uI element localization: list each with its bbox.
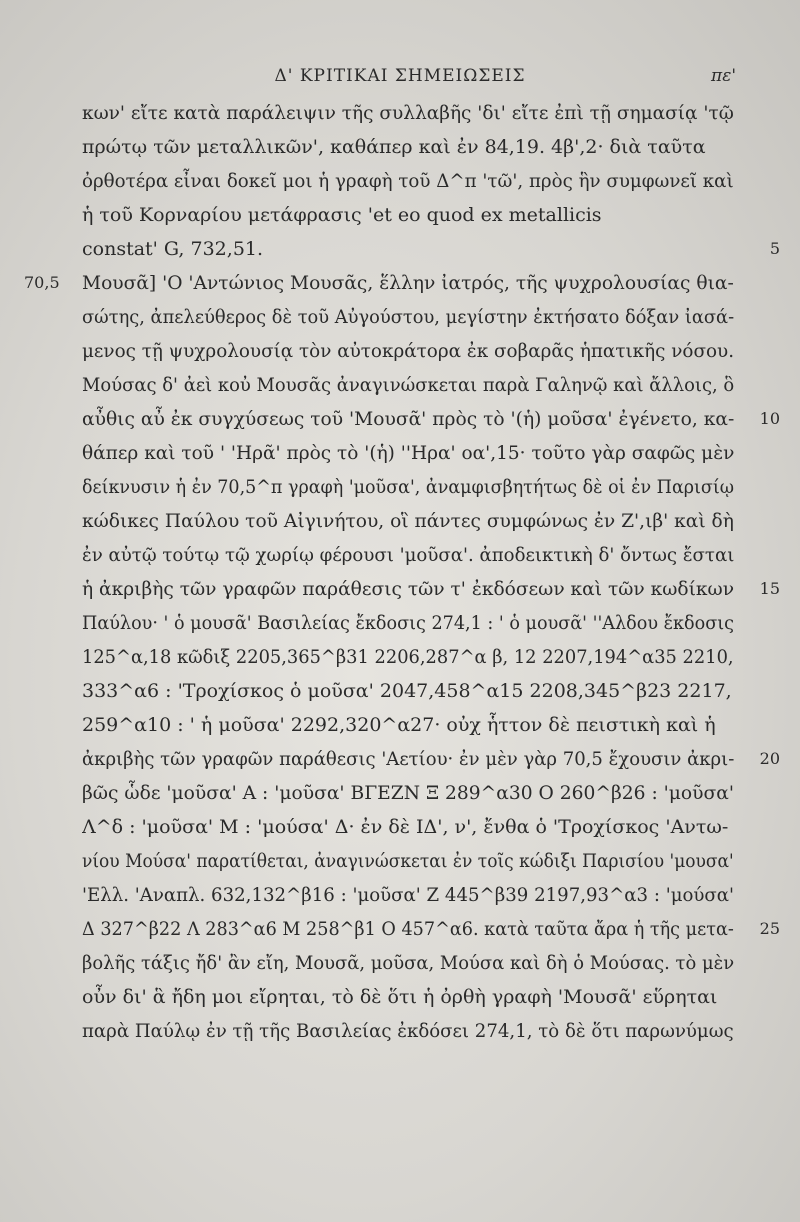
text-line-25 xyxy=(82,912,734,946)
text-line-12-content: δείκνυσιν ἡ ἐν 70,5^π γραφὴ 'μοῦσα', ἀναμφισβητήτως δὲ οἱ ἐν Παρισίῳ xyxy=(82,476,734,498)
text-line-9-content: Μούσας δ' ἀεὶ κοὐ Μουσᾶς ἀναγινώσκεται παρὰ Γαληνῷ καὶ ἄλλοις, ὃ xyxy=(82,374,734,396)
header-title: Δ' ΚΡΙΤΙΚΑΙ ΣΗΜΕΙΩΣΕΙΣ xyxy=(274,66,526,86)
text-line-3-content: ὀρθοτέρα εἶναι δοκεῖ μοι ἡ γραφὴ τοῦ Δ^π 'τῶ', πρὸς ἣν συμφωνεῖ καὶ xyxy=(82,170,734,192)
text-line-1 xyxy=(82,96,734,130)
text-line-27-content: οὖν δι' ἃ ἤδη μοι εἴρηται, τὸ δὲ ὅτι ἡ ὀρθὴ γραφὴ 'Μουσᾶ' εὕρηται xyxy=(82,986,718,1008)
text-line-10-content: αὖθις αὖ ἐκ συγχύσεως τοῦ 'Μουσᾶ' πρὸς τὸ '(ἡ) μοῦσα' ἐγένετο, κα- xyxy=(82,408,734,430)
text-line-23-content: νίου Μούσα' παρατίθεται, ἀναγινώσκεται ἐν τοῖς κώδιξι Παρισίου 'μουσα' xyxy=(82,850,734,872)
line-number-25: 25 xyxy=(759,919,780,938)
line-number-10: 10 xyxy=(759,409,780,428)
text-line-16 xyxy=(82,606,734,640)
text-line-6-content: Μουσᾶ] 'Ο 'Αντώνιος Μουσᾶς, ἕλλην ἰατρός, τῆς ψυχρολουσίας θια- xyxy=(82,272,734,294)
text-line-25-content: Δ 327^β22 Λ 283^α6 Μ 258^β1 Ο 457^α6. κατὰ ταῦτα ἄρα ἡ τῆς μετα- xyxy=(82,918,734,940)
text-line-26-content: βολῆς τάξις ἤδ' ἂν εἴη, Μουσᾶ, μοῦσα, Μούσα καὶ δὴ ὁ Μούσας. τὸ μὲν xyxy=(82,952,734,974)
text-line-12 xyxy=(82,470,734,504)
text-line-13 xyxy=(82,504,734,538)
text-line-24-content: 'Ελλ. 'Αναπλ. 632,132^β16 : 'μοῦσα' Ζ 445^β39 2197,93^α3 : 'μούσα' xyxy=(82,884,734,906)
text-line-28-content: παρὰ Παύλῳ ἐν τῇ τῆς Βασιλείας ἐκδόσει 274,1, τὸ δὲ ὅτι παρωνύμως xyxy=(82,1020,734,1042)
text-line-14 xyxy=(82,538,734,572)
text-line-11 xyxy=(82,436,734,470)
text-line-17-content: 125^α,18 κῶδιξ 2205,365^β31 2206,287^α β, 12 2207,194^α35 2210, xyxy=(82,646,734,668)
text-line-19 xyxy=(82,708,734,742)
text-line-4-content: ἡ τοῦ Κορναρίου μετάφρασις 'et eo quod ex metallicis xyxy=(82,204,602,226)
text-line-22 xyxy=(82,810,734,844)
line-number-15: 15 xyxy=(759,579,780,598)
text-line-22-content: Λ^δ : 'μοῦσα' Μ : 'μούσα' Δ· ἐν δὲ ΙΔ', ν', ἔνθα ὁ 'Τροχίσκος 'Αντω- xyxy=(82,816,729,838)
text-line-18 xyxy=(82,674,734,708)
text-line-8 xyxy=(82,334,734,368)
text-line-9 xyxy=(82,368,734,402)
text-line-27 xyxy=(82,980,734,1014)
text-line-23 xyxy=(82,844,734,878)
text-line-15 xyxy=(82,572,734,606)
text-line-11-content: θάπερ καὶ τοῦ ' 'Ηρᾶ' πρὸς τὸ '(ἡ) ''Ηρα' οα',15· τοῦτο γὰρ σαφῶς μὲν xyxy=(82,442,734,464)
text-line-7 xyxy=(82,300,734,334)
text-line-10 xyxy=(82,402,734,436)
text-line-5-content: constat' G, 732,51. xyxy=(82,238,264,260)
text-line-7-content: σώτης, ἀπελεύθερος δὲ τοῦ Αὐγούστου, μεγίστην ἐκτήσατο δόξαν ἰασά- xyxy=(82,306,734,328)
line-number-5: 5 xyxy=(769,239,780,258)
text-line-20-content: ἀκριβὴς τῶν γραφῶν παράθεσις 'Αετίου· ἐν μὲν γὰρ 70,5 ἔχουσιν ἀκρι- xyxy=(82,748,734,770)
text-line-26 xyxy=(82,946,734,980)
page-number: πε' xyxy=(711,66,736,86)
text-line-16-content: Παύλου· ' ὁ μουσᾶ' Βασιλείας ἔκδοσις 274,1 : ' ὁ μουσᾶ' ''Αλδου ἔκδοσις xyxy=(82,612,734,634)
text-line-13-content: κώδικες Παύλου τοῦ Αἰγινήτου, οἳ πάντες συμφώνως ἐν Ζ',ιβ' καὶ δὴ xyxy=(82,510,734,532)
line-number-20: 20 xyxy=(759,749,780,768)
running-header xyxy=(0,62,800,90)
text-line-20 xyxy=(82,742,734,776)
text-line-8-content: μενος τῇ ψυχρολουσίᾳ τὸν αὐτοκράτορα ἐκ σοβαρᾶς ἡπατικῆς νόσου. xyxy=(82,340,734,362)
text-line-15-content: ἡ ἀκριβὴς τῶν γραφῶν παράθεσις τῶν τ' ἐκδόσεων καὶ τῶν κωδίκων xyxy=(82,578,734,600)
text-line-2-content: πρώτῳ τῶν μεταλλικῶν', καθάπερ καὶ ἐν 84,19. 4β',2· διὰ ταῦτα xyxy=(82,136,706,158)
text-line-21-content: βῶς ὧδε 'μοῦσα' Α : 'μοῦσα' ΒΓΕΖΝ Ξ 289^α30 Ο 260^β26 : 'μοῦσα' xyxy=(82,782,734,804)
text-line-5 xyxy=(82,232,734,266)
text-line-21 xyxy=(82,776,734,810)
text-line-3 xyxy=(82,164,734,198)
text-line-19-content: 259^α10 : ' ἡ μοῦσα' 2292,320^α27· οὐχ ἧττον δὲ πειστικὴ καὶ ἡ xyxy=(82,714,716,736)
text-line-2 xyxy=(82,130,734,164)
text-line-6 xyxy=(82,266,734,300)
text-line-17 xyxy=(82,640,734,674)
text-line-24 xyxy=(82,878,734,912)
text-line-4 xyxy=(82,198,734,232)
margin-reference-70-5: 70,5 xyxy=(24,273,60,292)
text-line-14-content: ἐν αὐτῷ τούτῳ τῷ χωρίῳ φέρουσι 'μοῦσα'. ἀποδεικτικὴ δ' ὄντως ἔσται xyxy=(82,544,734,566)
text-line-1-content: κων' εἴτε κατὰ παράλειψιν τῆς συλλαβῆς 'δι' εἴτε ἐπὶ τῇ σημασίᾳ 'τῷ xyxy=(82,102,734,124)
text-line-18-content: 333^α6 : 'Τροχίσκος ὁ μοῦσα' 2047,458^α15 2208,345^β23 2217, xyxy=(82,680,732,702)
text-line-28 xyxy=(82,1014,734,1048)
